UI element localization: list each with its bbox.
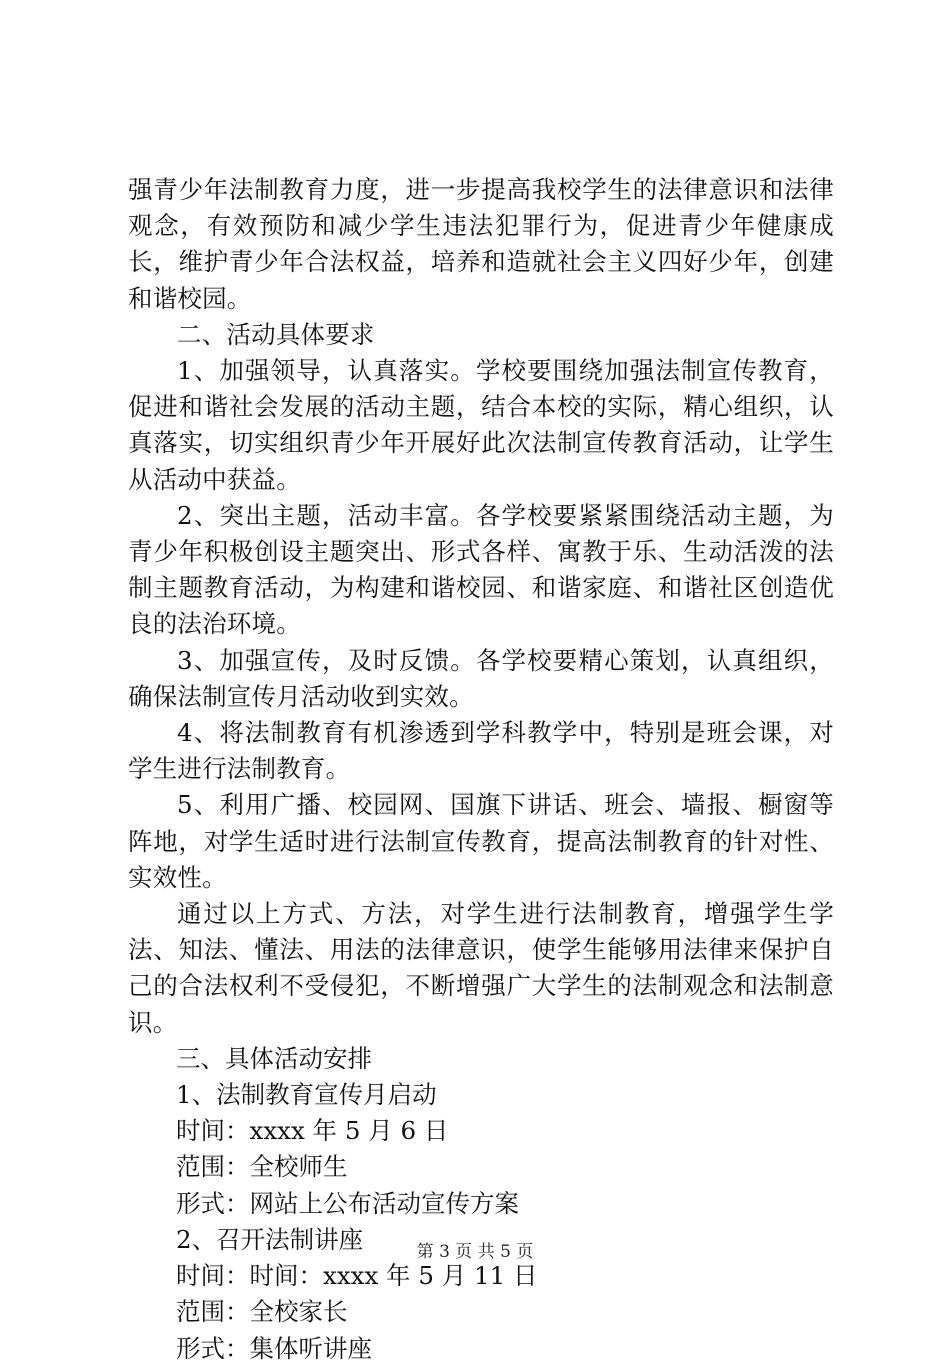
paragraph-summary: 通过以上方式、方法，对学生进行法制教育，增强学生学法、知法、懂法、用法的法律意识，使学生能够用法律来保护自己的合法权利不受侵犯，不断增强广大学生的法制观念和法制意识。	[128, 899, 834, 1037]
activity-2-title: 2、召开法制讲座	[176, 1224, 364, 1254]
section-heading-requirements: 二、活动具体要求	[177, 319, 375, 349]
page-number-footer: 第 3 页 共 5 页	[416, 1242, 534, 1262]
activity-1-scope: 范围：全校师生	[176, 1152, 348, 1182]
activity-1-time: 时间：xxxx 年 5 月 6 日	[176, 1116, 449, 1146]
activity-2-scope: 范围：全校家长	[176, 1297, 348, 1327]
paragraph-intro-continuation: 强青少年法制教育力度，进一步提高我校学生的法律意识和法律观念，有效预防和减少学生违法犯罪行为，促进青少年健康成长，维护青少年合法权益，培养和造就社会主义四好少年，创建和谐校园。	[128, 175, 834, 313]
activity-1-title: 1、法制教育宣传月启动	[176, 1080, 437, 1110]
section-heading-schedule: 三、具体活动安排	[176, 1043, 372, 1073]
activity-2-form: 形式：集体听讲座	[176, 1333, 372, 1363]
paragraph-requirement-4: 4、将法制教育有机渗透到学科教学中，特别是班会课，对学生进行法制教育。	[128, 718, 834, 784]
paragraph-requirement-1: 1、加强领导，认真落实。学校要围绕加强法制宣传教育，促进和谐社会发展的活动主题，结合本校的实际，精心组织，认真落实，切实组织青少年开展好此次法制宣传教育活动，让学生从活动中获益。	[128, 356, 834, 494]
activity-2-time: 时间：时间：xxxx 年 5 月 11 日	[176, 1261, 538, 1291]
paragraph-requirement-2: 2、突出主题，活动丰富。各学校要紧紧围绕活动主题，为青少年积极创设主题突出、形式各样、寓教于乐、生动活泼的法制主题教育活动，为构建和谐校园、和谐家庭、和谐社区创造优良的法治环境。	[128, 500, 834, 639]
paragraph-requirement-3: 3、加强宣传，及时反馈。各学校要精心策划，认真组织，确保法制宣传月活动收到实效。	[128, 645, 834, 711]
document-body	[128, 172, 834, 1367]
paragraph-requirement-5: 5、利用广播、校园网、国旗下讲话、班会、墙报、橱窗等阵地，对学生适时进行法制宣传教育，提高法制教育的针对性、实效性。	[128, 790, 834, 892]
activity-1-form: 形式：网站上公布活动宣传方案	[176, 1188, 519, 1218]
